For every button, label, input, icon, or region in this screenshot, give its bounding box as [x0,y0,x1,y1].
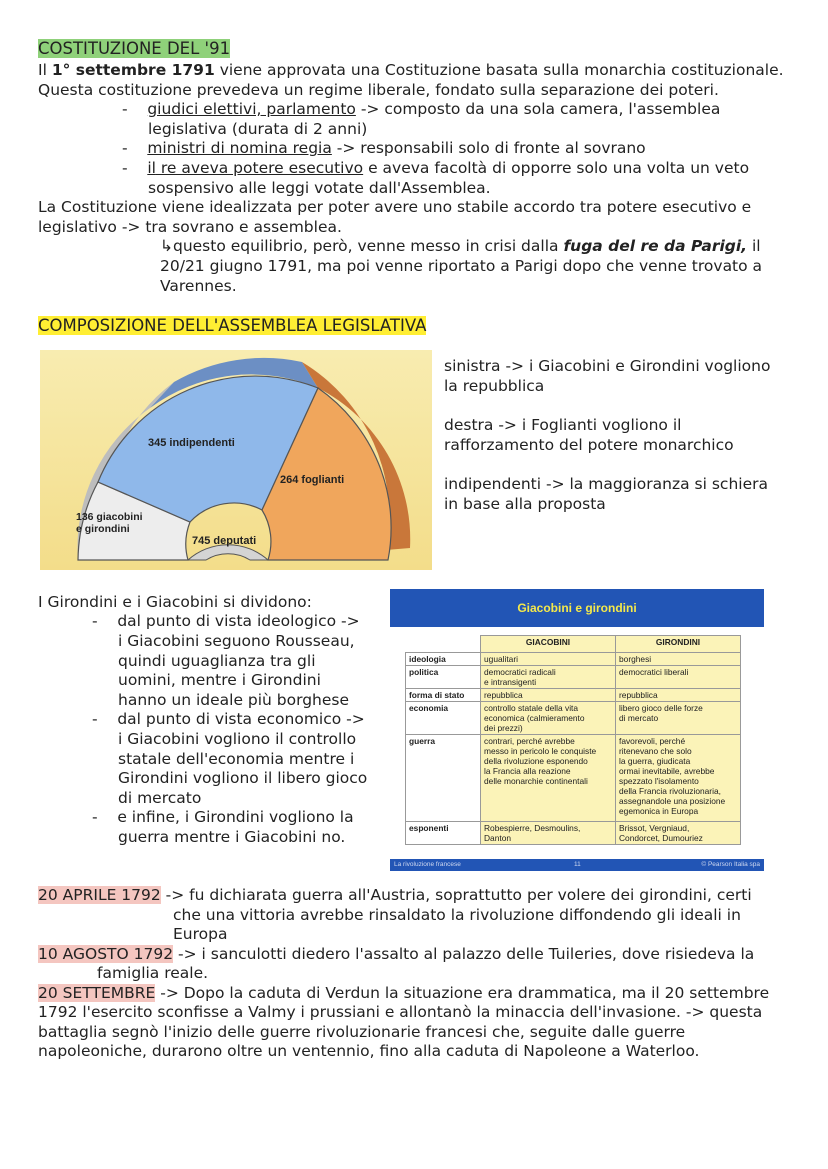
assembly-chart-svg [40,350,432,570]
intro-prefix: Il [38,61,52,79]
intro-date: 1° settembre 1791 [51,61,215,79]
side-5: indipendenti -> la maggioranza si schiera [444,475,768,493]
table-row [406,735,741,822]
bullet-3-prefix: il [147,159,156,177]
cell-girondins: libero gioco delle forze di mercato [616,702,741,735]
label-jacobins-2: e girondini [76,523,130,535]
event-1-date: 20 APRILE 1792 [38,886,161,904]
div-line-4: hanno un ideale più borghese [118,691,350,709]
event-1-l2: che una vittoria avrebbe rinsaldato la rivoluzione diffondendo gli ideali in [173,906,741,924]
para-1: La Costituzione viene idealizzata per poter avere uno stabile accordo tra potere esecutivo e [38,198,752,216]
side-1: sinistra -> i Giacobini e Girondini vogliono [444,357,771,375]
div-bullet-2: - dal punto di vista economico -> [92,710,365,728]
row-header: economia [406,702,481,735]
cell-jacobins: contrari, perché avrebbe messo in pericolo le conquiste della rivoluzione esponendo la Francia alla reazione delle monarchie continentali [481,735,616,822]
div-line-8: Girondini vogliono il libero gioco [118,769,368,787]
bullet-2: - ministri di nomina regia -> responsabili solo di fronte al sovrano [122,139,646,157]
event-1-text: -> fu dichiarata guerra all'Austria, soprattutto per volere dei girondini, certi [160,886,752,904]
bullet-1-cont: legislativa (durata di 2 anni) [148,120,368,138]
div-line-9: di mercato [118,789,202,807]
div-line-1: i Giacobini seguono Rousseau, [118,632,355,650]
cell-girondins: borghesi [616,653,741,666]
table-row [406,653,741,666]
comparison-table [405,635,741,845]
div-line-2: quindi uguaglianza tra gli [118,652,316,670]
row-header: politica [406,666,481,689]
side-2: la repubblica [444,377,545,395]
intro-line [38,60,784,80]
label-independents: 345 indipendenti [148,437,235,449]
cell-jacobins: Robespierre, Desmoulins, Danton [481,822,616,845]
table-row [406,689,741,702]
table-row [406,666,741,689]
cell-girondins: favorevoli, perché ritenevano che solo la guerra, giudicata ormai inevitabile, avrebbe spezzato l'isolamento della Francia rivoluzionaria, assegnandole una posizione egemonica in Europa [616,735,741,822]
cell-jacobins: ugualitari [481,653,616,666]
event-2-date: 10 AGOSTO 1792 [38,945,174,963]
section-title-assembly [38,316,426,336]
event-3-l4: napoleoniche, durarono oltre un ventennio, fino alla caduta di Napoleone a Waterloo. [38,1042,700,1060]
event-2 [38,944,754,964]
bullet-3: - il re aveva potere esecutivo e aveva facoltà di opporre solo una volta un veto [122,159,750,177]
col-header-jacobins: GIACOBINI [481,636,616,653]
bullet-3-cont: sospensivo alle leggi votate dall'Assemblea. [148,179,491,197]
side-3: destra -> i Foglianti vogliono il [444,416,682,434]
event-3 [38,983,769,1003]
event-3-date: 20 SETTEMBRE [38,984,156,1002]
div-line-7: statale dell'economia mentre i [118,750,355,768]
footer-page: 11 [574,861,581,868]
row-header: forma di stato [406,689,481,702]
note-3: Varennes. [160,277,237,295]
note-1 [160,236,761,256]
cell-jacobins: democratici radicali e intransigenti [481,666,616,689]
row-header: esponenti [406,822,481,845]
event-3-l3: battaglia segnò l'inizio delle guerre rivoluzionarie francesi che, seguite dalle guerre [38,1023,686,1041]
intro-rest: viene approvata una Costituzione basata sulla monarchia costituzionale. [214,61,784,79]
event-2-l2: famiglia reale. [97,964,209,982]
intro-line-2: Questa costituzione prevedeva un regime liberale, fondato sulla separazione dei poteri. [38,81,719,99]
bullet-2-rest: -> responsabili solo di fronte al sovrano [331,139,646,157]
table-title: Giacobini e girondini [390,589,764,627]
para-2: legislativo -> tra sovrano e assemblea. [38,218,342,236]
label-jacobins-1: 136 giacobini [76,511,143,523]
title-text: COSTITUZIONE DEL '91 [38,39,231,58]
div-line-3: uomini, mentre i Girondini [118,671,321,689]
div-bullet-3: - e infine, i Girondini vogliono la [92,808,354,826]
div-line-0: dal punto di vista ideologico -> [117,612,360,630]
cell-girondins: repubblica [616,689,741,702]
cell-jacobins: repubblica [481,689,616,702]
section-title-constitution [38,39,230,59]
note-2: 20/21 giugno 1791, ma poi venne riportato a Parigi dopo che venne trovato a [160,257,763,275]
col-header-girondins: GIRONDINI [616,636,741,653]
table-row [406,822,741,845]
row-header: guerra [406,735,481,822]
footer-right: © Pearson Italia spa [701,861,760,868]
side-6: in base alla proposta [444,495,606,513]
cell-girondins: democratici liberali [616,666,741,689]
cell-girondins: Brissot, Vergniaud, Condorcet, Dumouriez [616,822,741,845]
table-header-row [406,636,741,653]
assembly-title-text: COMPOSIZIONE DELL'ASSEMBLEA LEGISLATIVA [38,316,427,335]
label-total: 745 deputati [192,535,257,547]
division-intro: I Girondini e i Giacobini si dividono: [38,593,312,611]
bullet-1-rest: -> composto da una sola camera, l'assemblea [355,100,721,118]
bullet-3-rest: e aveva facoltà di opporre solo una volta un veto [363,159,750,177]
event-1-l3: Europa [173,925,228,943]
side-4: rafforzamento del potere monarchico [444,436,734,454]
bullet-1: - giudici elettivi, parlamento -> composto da una sola camera, l'assemblea [122,100,721,118]
comparison-table-image [390,589,764,871]
note-prefix: ↳questo equilibrio, però, venne messo in crisi dalla [160,237,564,255]
note-emphasis: fuga del re da Parigi, [563,237,748,255]
table-corner [406,636,481,653]
assembly-chart [40,350,432,570]
event-3-l2: 1792 l'esercito sconfisse a Valmy i prussiani e allontanò la minaccia dell'invasione. -> questa [38,1003,763,1021]
bullet-3-underlined: re aveva potere esecutivo [155,159,364,177]
bullet-2-underlined: ministri di nomina regia [147,139,332,157]
cell-jacobins: controllo statale della vita economica (calmieramento dei prezzi) [481,702,616,735]
div-line-6: i Giacobini vogliono il controllo [118,730,357,748]
div-line-5: dal punto di vista economico -> [117,710,365,728]
div-bullet-1: - dal punto di vista ideologico -> [92,612,360,630]
bullet-1-underlined: giudici elettivi, parlamento [147,100,356,118]
note-suffix: il [747,237,761,255]
table-footer [390,859,764,871]
table-row [406,702,741,735]
div-line-11: guerra mentre i Giacobini no. [118,828,346,846]
event-2-text: -> i sanculotti diedero l'assalto al palazzo delle Tuileries, dove risiedeva la [173,945,755,963]
label-feuillants: 264 foglianti [280,474,345,486]
event-3-text: -> Dopo la caduta di Verdun la situazione era drammatica, ma il 20 settembre [155,984,770,1002]
footer-left: La rivoluzione francese [394,861,461,868]
event-1 [38,885,752,905]
div-line-10: e infine, i Girondini vogliono la [117,808,354,826]
row-header: ideologia [406,653,481,666]
